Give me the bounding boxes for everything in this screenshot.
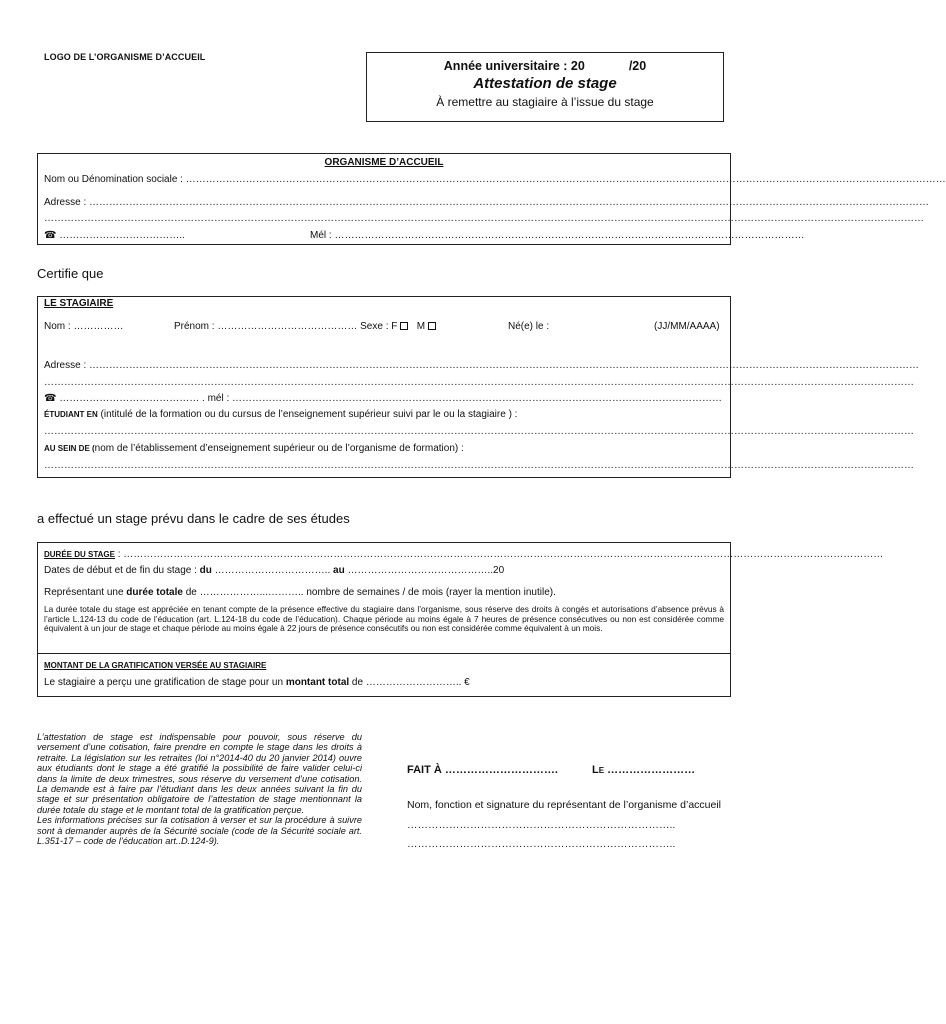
organisme-adresse-line2[interactable]: ………………………………………………………………………………………………………………………………………………………………………………………………………………………………………… (44, 213, 924, 224)
au-sein-de-field[interactable]: ……………………………………………………………………………………………………………………………………………………………………………………………………………………………………… (44, 460, 914, 471)
stagiaire-tel-mel-field[interactable]: ☎ …………………………………… . mél : ………………………………………………………………………………………………………………………………… (44, 393, 723, 404)
stagiaire-adresse-field[interactable]: Adresse : …………………………………………………………………………………………………………………………………………………………………………………………………………………………… (44, 360, 920, 371)
organisme-mel-field[interactable]: Mél : …………………………………………………………………………………………………………………………… (310, 230, 805, 241)
au-sein-de-label: AU SEIN DE (nom de l’établissement d’enseignement supérieur ou de l’organisme de formation) : (44, 443, 464, 454)
organisme-tel-field[interactable]: ☎ ……………………………….. (44, 230, 185, 241)
organisme-section (37, 153, 946, 245)
logo-placeholder: LOGO DE L’ORGANISME D’ACCUEIL (44, 52, 206, 62)
organisme-adresse-field[interactable]: Adresse : ……………………………………………………………………………………………………………………………………………………………………………………………………………………………… (44, 197, 930, 208)
organisme-title: ORGANISME D’ACCUEIL (324, 157, 444, 168)
certifie-label: Certifie que (37, 266, 104, 281)
fait-a-field[interactable]: FAIT À …………………………. (407, 764, 558, 776)
academic-year: Année universitaire : 20 /20 (443, 59, 647, 73)
date-format-hint: (JJ/MM/AAAA) (654, 321, 720, 332)
duree-note: La durée totale du stage est appréciée en tenant compte de la présence effective du stagiaire dans l’organisme, sous réserve des droits à congés et autorisations d’absence prévus à l’article L.124-13 du code de l’éducation (art. L.124-18 du code de l’éducation). Chaque période au moins égale à 7 heures de présence consécutives ou non est considérée comme équivalent à un jour de stage et chaque période au moins égale à 22 jours de présence consécutifs ou non est considérée comme équivalent à un mois. (44, 604, 724, 634)
stagiaire-title: LE STAGIAIRE (44, 298, 114, 309)
dates-field[interactable]: Dates de début et de fin du stage : du …………………………….. au ……………………………………..20 (44, 565, 505, 576)
duree-label[interactable]: DURÉE DU STAGE : ………………………………………………………………………………………………………………………………………………………………………………………………………… (44, 549, 884, 560)
montant-field[interactable]: Le stagiaire a perçu une gratification de stage pour un montant total de ……………………….. € (44, 677, 470, 688)
montant-section (37, 653, 731, 697)
stagiaire-naissance-label[interactable]: Né(e) le : (508, 321, 550, 332)
etudiant-en-field[interactable]: ……………………………………………………………………………………………………………………………………………………………………………………………………………………………………… (44, 426, 914, 437)
signature-label: Nom, fonction et signature du représentant de l’organisme d’accueil (407, 799, 722, 811)
sexe-m-checkbox[interactable] (428, 322, 436, 330)
document-subtitle: À remettre au stagiaire à l’issue du stage (436, 95, 654, 109)
effectue-label: a effectué un stage prévu dans le cadre de ses études (37, 511, 350, 526)
signature-line-2[interactable]: ………………………………………………………………….. (407, 838, 676, 850)
sexe-f-checkbox[interactable] (400, 322, 408, 330)
etudiant-en-label: ÉTUDIANT EN (intitulé de la formation ou du cursus de l’enseignement supérieur suivi par le ou la stagiaire ) : (44, 409, 518, 420)
stagiaire-section (37, 296, 920, 478)
duree-section (37, 542, 884, 654)
signature-line-1[interactable]: ………………………………………………………………….. (407, 819, 676, 831)
duree-totale-field[interactable]: Représentant une durée totale de ………………...……….. nombre de semaines / de mois (rayer la mention inutile). (44, 587, 556, 598)
le-date-field[interactable]: Le …………………… (592, 764, 696, 776)
organisme-nom-field[interactable]: Nom ou Dénomination sociale : ………………………………………………………………………………………………………………………………………………………………………………………………………… (44, 174, 946, 185)
document-title: Attestation de stage (473, 75, 617, 92)
stagiaire-prenom-sexe[interactable]: Prénom : …………………………………… Sexe : F M (174, 321, 436, 332)
retraite-notice: L’attestation de stage est indispensable pour pouvoir, sous réserve du versement d’une cotisation, faire prendre en compte le stage dans les droits à retraite. La législation sur les retraites (loi n°2014-40 du 20 janvier 2014) ouvre aux étudiants dont le stage a été gratifié la possibilité de faire valider celui-ci dans la limite de deux trimestres, sous réserve du versement d’une cotisation. La demande est à faire par l’étudiant dans les deux années suivant la fin du stage et sur présentation obligatoire de l’attestation de stage mentionnant la durée totale du stage et le montant total de la gratification perçue. Les informations précises sur la cotisation à verser et sur la procédure à suivre sont à demander auprès de la Sécurité sociale (code de la Sécurité sociale art. L.351-17 – code de l’éducation art..D.124-9). (37, 732, 362, 847)
montant-label: MONTANT DE LA GRATIFICATION VERSÉE AU STAGIAIRE (44, 661, 267, 670)
stagiaire-adresse-line2[interactable]: ……………………………………………………………………………………………………………………………………………………………………………………………………………………………………… (44, 377, 914, 388)
stagiaire-nom-field[interactable]: Nom : …………… (44, 321, 124, 332)
header-box (366, 52, 724, 122)
